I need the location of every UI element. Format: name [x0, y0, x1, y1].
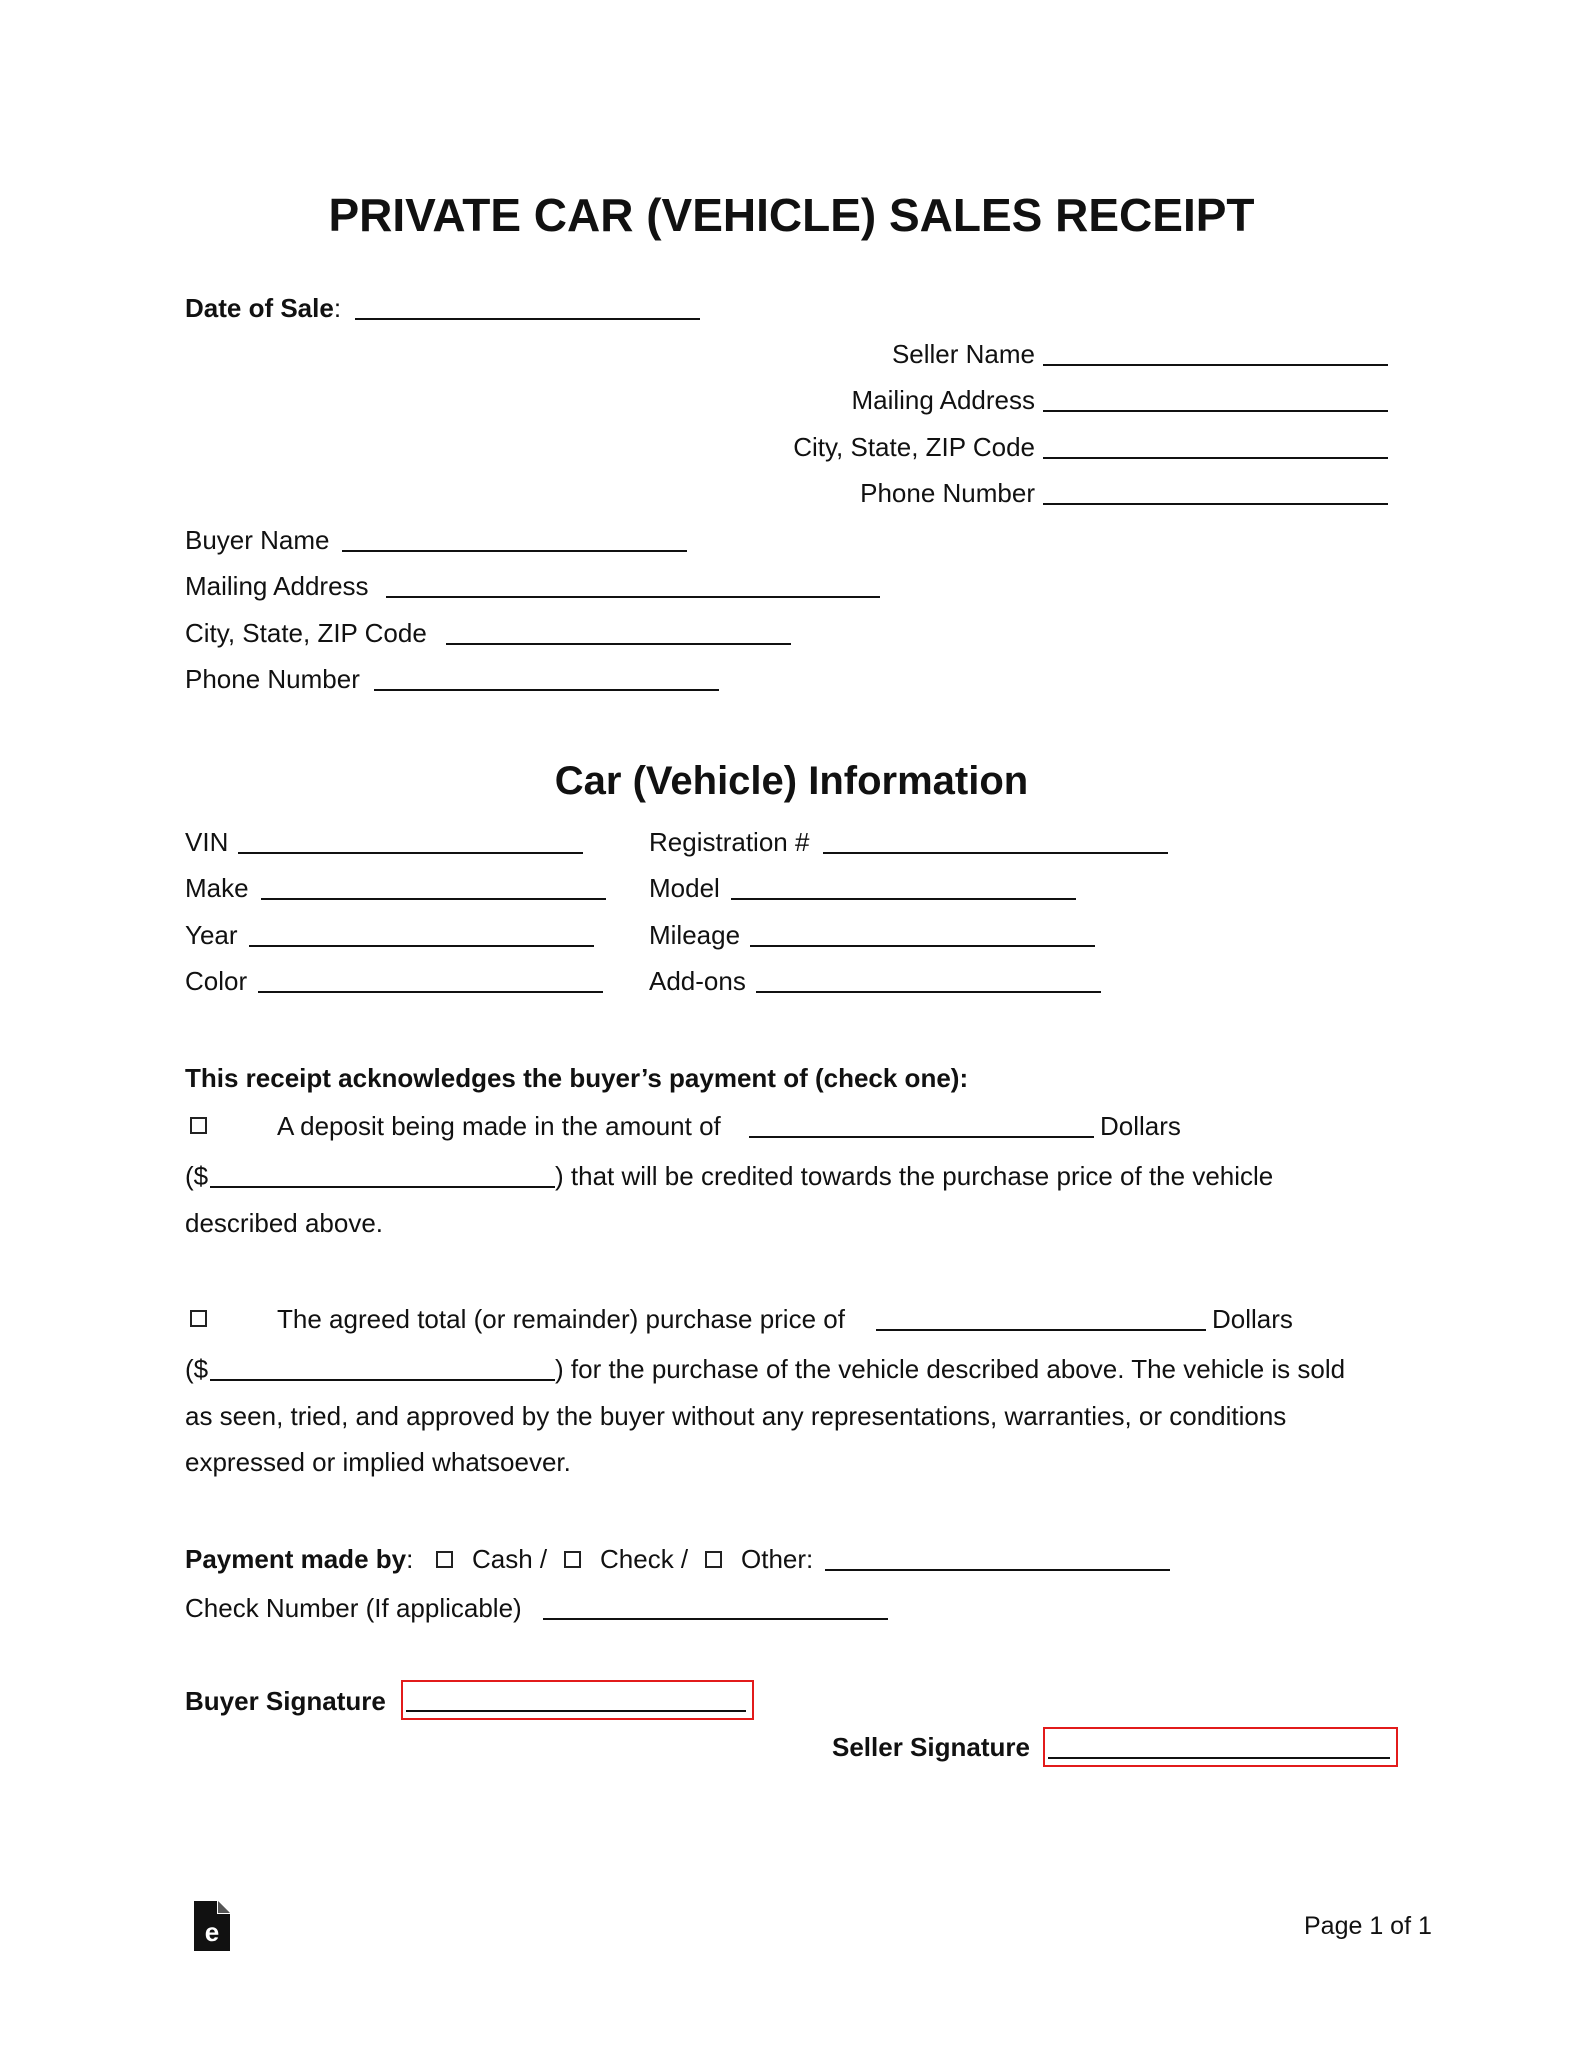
- date-of-sale-label: [185, 292, 341, 324]
- payment-heading: This receipt acknowledges the buyer’s payment of (check one):: [185, 1063, 969, 1093]
- make-field[interactable]: [261, 898, 606, 900]
- vin-field[interactable]: [238, 852, 583, 854]
- check-label: Check /: [600, 1544, 689, 1574]
- buyer-mailing-field[interactable]: [386, 596, 880, 598]
- svg-text:e: e: [204, 1917, 220, 1947]
- deposit-rest-text: ) that will be credited towards the purchase price of the vehicle: [555, 1161, 1274, 1191]
- deposit-checkbox[interactable]: [190, 1117, 207, 1134]
- color-label: Color: [185, 966, 248, 996]
- mileage-label: Mileage: [649, 920, 741, 950]
- check-number-label: Check Number (If applicable): [185, 1593, 522, 1623]
- date-of-sale-colon: :: [333, 293, 342, 323]
- year-field[interactable]: [249, 945, 594, 947]
- date-of-sale-field[interactable]: [355, 318, 700, 320]
- seller-city-field[interactable]: [1043, 457, 1388, 459]
- buyer-signature-label: Buyer Signature: [185, 1686, 386, 1716]
- seller-name-label: Seller Name: [891, 339, 1035, 369]
- seller-phone-label: Phone Number: [860, 478, 1035, 508]
- addons-label: Add-ons: [649, 966, 746, 996]
- seller-mailing-field[interactable]: [1043, 410, 1388, 412]
- color-field[interactable]: [258, 991, 603, 993]
- registration-label: Registration #: [649, 827, 810, 857]
- buyer-signature-line: [406, 1710, 746, 1712]
- model-field[interactable]: [731, 898, 1076, 900]
- mileage-field[interactable]: [750, 945, 1095, 947]
- total-dollars-text: Dollars: [1212, 1304, 1293, 1334]
- deposit-line3-text: described above.: [185, 1208, 384, 1238]
- deposit-open-paren: ($: [185, 1161, 209, 1191]
- payment-method-label: [185, 1543, 413, 1575]
- vin-label: VIN: [185, 827, 229, 857]
- total-amount-words-field[interactable]: [876, 1329, 1206, 1331]
- other-label: Other:: [741, 1544, 814, 1574]
- deposit-dollars-text: Dollars: [1100, 1111, 1181, 1141]
- date-of-sale-text: Date of Sale: [185, 293, 334, 323]
- total-line3-text: as seen, tried, and approved by the buyer without any representations, warranties, or conditions: [185, 1401, 1287, 1431]
- deposit-lead-text: A deposit being made in the amount of: [277, 1111, 721, 1141]
- registration-field[interactable]: [823, 852, 1168, 854]
- seller-mailing-label: Mailing Address: [851, 385, 1035, 415]
- buyer-phone-label: Phone Number: [185, 664, 360, 694]
- buyer-city-field[interactable]: [446, 643, 791, 645]
- make-label: Make: [185, 873, 249, 903]
- other-checkbox[interactable]: [705, 1551, 722, 1568]
- page-number: Page 1 of 1: [1304, 1912, 1432, 1940]
- check-number-field[interactable]: [543, 1618, 888, 1620]
- total-checkbox[interactable]: [190, 1310, 207, 1327]
- seller-phone-field[interactable]: [1043, 503, 1388, 505]
- buyer-mailing-label: Mailing Address: [185, 571, 369, 601]
- cash-label: Cash /: [472, 1544, 548, 1574]
- total-lead-text: The agreed total (or remainder) purchase price of: [277, 1304, 845, 1334]
- year-label: Year: [185, 920, 238, 950]
- check-checkbox[interactable]: [564, 1551, 581, 1568]
- buyer-name-label: Buyer Name: [185, 525, 330, 555]
- cash-checkbox[interactable]: [436, 1551, 453, 1568]
- total-line4-text: expressed or implied whatsoever.: [185, 1447, 571, 1477]
- seller-name-field[interactable]: [1043, 364, 1388, 366]
- buyer-name-field[interactable]: [342, 550, 687, 552]
- vehicle-heading: Car (Vehicle) Information: [554, 759, 1029, 803]
- deposit-amount-words-field[interactable]: [749, 1136, 1094, 1138]
- total-open-paren: ($: [185, 1354, 209, 1384]
- page-title: PRIVATE CAR (VEHICLE) SALES RECEIPT: [328, 189, 1255, 241]
- deposit-amount-number-field[interactable]: [210, 1186, 555, 1188]
- other-payment-field[interactable]: [825, 1569, 1170, 1571]
- total-amount-number-field[interactable]: [210, 1379, 555, 1381]
- model-label: Model: [649, 873, 720, 903]
- total-rest-text: ) for the purchase of the vehicle described above. The vehicle is sold: [555, 1354, 1346, 1384]
- seller-signature-label: Seller Signature: [832, 1732, 1030, 1762]
- seller-signature-line: [1048, 1757, 1390, 1759]
- seller-city-label: City, State, ZIP Code: [793, 432, 1035, 462]
- payment-method-text: Payment made by: [185, 1544, 407, 1574]
- eforms-logo-icon: [194, 1901, 230, 1951]
- addons-field[interactable]: [756, 991, 1101, 993]
- payment-method-colon: :: [406, 1544, 414, 1574]
- buyer-phone-field[interactable]: [374, 689, 719, 691]
- seller-signature-field[interactable]: [1043, 1727, 1398, 1767]
- buyer-city-label: City, State, ZIP Code: [185, 618, 427, 648]
- buyer-signature-field[interactable]: [401, 1680, 754, 1720]
